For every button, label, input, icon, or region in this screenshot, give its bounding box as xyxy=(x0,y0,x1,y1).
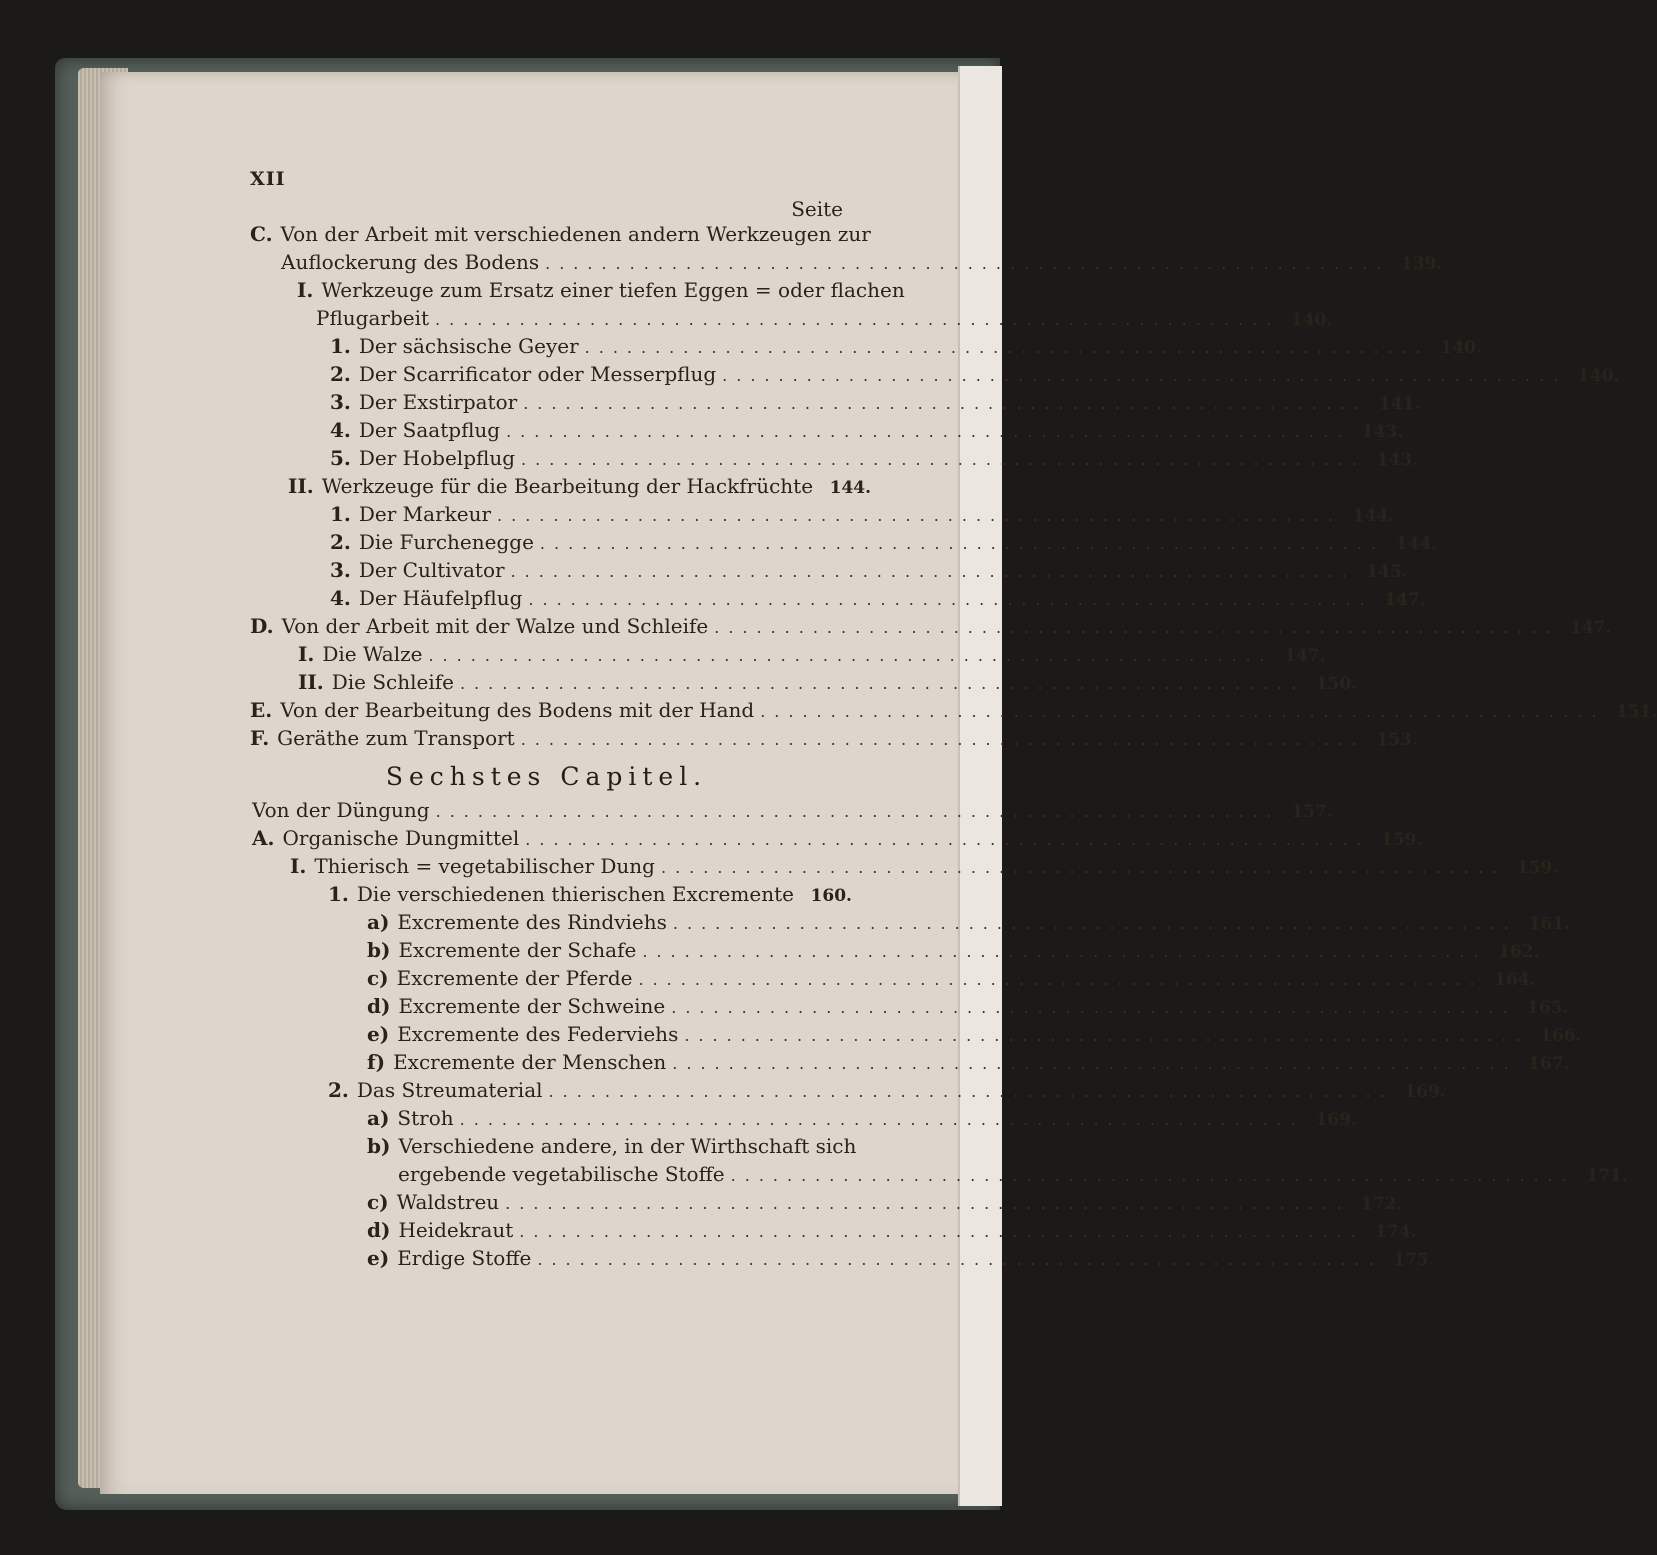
toc-page-number: 140. xyxy=(1577,366,1620,386)
toc-entry xyxy=(252,826,1423,854)
toc-entry-number: 1. xyxy=(330,502,351,526)
toc-page-number: 165. xyxy=(1527,998,1569,1018)
toc-page-number: 161. xyxy=(1528,914,1571,934)
toc-entry-title: Verschiedene andere, in der Wirthschaft sich xyxy=(398,1134,857,1158)
leader-dots: ............................................................ xyxy=(497,506,1343,525)
toc-entry xyxy=(330,362,1620,390)
leader-dots: ............................................................ xyxy=(510,562,1356,581)
toc-entry-title: Thierisch = vegetabilischer Dung xyxy=(314,854,655,878)
toc-entry-title: Excremente des Rindviehs xyxy=(397,910,667,934)
toc-entry xyxy=(297,278,905,306)
toc-entry-title: Von der Bearbeitung des Bodens mit der Hand xyxy=(280,698,755,722)
toc-page-number: 144. xyxy=(1395,534,1438,554)
toc-entry-number: E. xyxy=(250,698,273,722)
toc-page-number: 145. xyxy=(1366,562,1408,582)
toc-page-number: 166. xyxy=(1540,1026,1582,1046)
leader-dots: ............................................................ xyxy=(642,942,1488,961)
toc-entry-number: 5. xyxy=(330,446,351,470)
leader-dots: ............................................................ xyxy=(714,618,1560,637)
toc-entry-title: Excremente der Pferde xyxy=(396,966,633,990)
leader-dots: ............................................................ xyxy=(584,338,1430,357)
toc-entry xyxy=(330,390,1421,418)
leader-dots: ............................................................ xyxy=(638,970,1484,989)
toc-page-number: 160. xyxy=(810,886,852,906)
toc-page-number: 151. xyxy=(1615,702,1657,722)
leader-dots: ............................................................ xyxy=(435,802,1281,821)
toc-entry xyxy=(330,418,1404,446)
toc-entry-number: f) xyxy=(367,1050,386,1074)
toc-entry-number: A. xyxy=(252,826,275,850)
leader-dots: ............................................................ xyxy=(660,858,1507,877)
toc-entry-title: Heidekraut xyxy=(398,1218,514,1242)
toc-entry xyxy=(316,306,1333,334)
toc-entry-number: F. xyxy=(250,726,270,750)
toc-entry-number: 2. xyxy=(330,362,351,386)
running-head: XII xyxy=(250,168,286,190)
leader-dots: ............................................................ xyxy=(545,254,1391,273)
toc-entry-title: Stroh xyxy=(397,1106,454,1130)
toc-entry xyxy=(288,474,872,502)
toc-entry xyxy=(367,910,1571,938)
leader-dots: ............................................................ xyxy=(672,914,1519,933)
toc-entry xyxy=(367,1022,1582,1050)
toc-page-number: 147. xyxy=(1384,590,1426,610)
toc-entry-title: Geräthe zum Transport xyxy=(277,726,515,750)
toc-page-number: 159. xyxy=(1381,830,1423,850)
toc-entry xyxy=(367,1190,1403,1218)
leader-dots: ............................................................ xyxy=(519,1222,1365,1241)
toc-entry xyxy=(290,854,1559,882)
toc-entry xyxy=(252,798,1333,826)
leader-dots: ............................................................ xyxy=(506,422,1352,441)
leader-dots: ............................................................ xyxy=(730,1166,1576,1185)
toc-entry-title: Die verschiedenen thierischen Excremente xyxy=(356,882,794,906)
toc-entry-number: 1. xyxy=(330,334,351,358)
toc-page-number: 147. xyxy=(1569,618,1612,638)
toc-entry-title: Excremente der Menschen xyxy=(393,1050,667,1074)
toc-entry-number: II. xyxy=(288,474,314,498)
toc-entry-title: Die Furchenegge xyxy=(358,530,534,554)
toc-entry-title: Von der Düngung xyxy=(252,798,430,822)
toc-entry-title: Organische Dungmittel xyxy=(282,826,520,850)
toc-entry xyxy=(367,994,1569,1022)
toc-entry xyxy=(367,1134,857,1162)
toc-entry-number: I. xyxy=(290,854,307,878)
toc-entry-number: 2. xyxy=(328,1078,349,1102)
toc-entry xyxy=(330,502,1395,530)
toc-entry-number: 1. xyxy=(328,882,349,906)
leader-dots: ............................................................ xyxy=(537,1250,1383,1269)
facing-page-edge xyxy=(958,66,1002,1506)
toc-entry-title: Der Saatpflug xyxy=(358,418,501,442)
toc-entry xyxy=(298,670,1358,698)
toc-entry-title: Werkzeuge zum Ersatz einer tiefen Eggen = oder flachen xyxy=(321,278,905,302)
toc-entry-number: II. xyxy=(298,670,324,694)
leader-dots: ............................................................ xyxy=(459,1110,1305,1129)
toc-entry xyxy=(367,1218,1417,1246)
toc-page-number: 139. xyxy=(1400,254,1443,274)
leader-dots: ............................................................ xyxy=(548,1082,1394,1101)
toc-entry xyxy=(367,938,1540,966)
toc-page-number: 150. xyxy=(1315,674,1358,694)
toc-entry-number: 3. xyxy=(330,390,351,414)
leader-dots: ............................................................ xyxy=(760,702,1606,721)
toc-entry-title: Von der Arbeit mit der Walze und Schleife xyxy=(281,614,709,638)
toc-page-number: 143. xyxy=(1376,450,1419,470)
toc-page-number: 174. xyxy=(1375,1222,1417,1242)
toc-page-number: 171. xyxy=(1586,1166,1628,1186)
toc-entry xyxy=(330,586,1426,614)
toc-entry-title: Das Streumaterial xyxy=(356,1078,543,1102)
toc-entry xyxy=(281,250,1443,278)
toc-page-number: 169. xyxy=(1404,1082,1446,1102)
toc-page-number: 147. xyxy=(1284,646,1326,666)
toc-entry-title: Pflugarbeit xyxy=(316,306,430,330)
toc-entry-number: b) xyxy=(367,938,391,962)
toc-entry-title: Der Hobelpflug xyxy=(358,446,516,470)
toc-page-number: 144. xyxy=(1352,506,1395,526)
toc-entry-number: d) xyxy=(367,994,391,1018)
toc-entry-title: Der Exstirpator xyxy=(358,390,518,414)
toc-entry-number: e) xyxy=(367,1246,390,1270)
toc-entry-number: I. xyxy=(298,642,315,666)
leader-dots: ............................................................ xyxy=(672,1054,1518,1073)
toc-entry-number: a) xyxy=(367,1106,390,1130)
toc-entry-number: a) xyxy=(367,910,390,934)
toc-page-number: 159. xyxy=(1516,858,1559,878)
toc-entry-title: Die Walze xyxy=(322,642,423,666)
toc-page-number: 140. xyxy=(1440,338,1482,358)
chapter-heading: Sechstes Capitel. xyxy=(385,762,708,791)
leader-dots: ............................................................ xyxy=(539,534,1386,553)
toc-entry xyxy=(250,222,871,250)
leader-dots: ............................................................ xyxy=(459,674,1306,693)
toc-page-number: 157. xyxy=(1291,802,1333,822)
leader-dots: ............................................................ xyxy=(520,730,1366,749)
toc-entry-title: Excremente der Schafe xyxy=(398,938,637,962)
leader-dots: ............................................................ xyxy=(523,394,1369,413)
toc-page-number: 153. xyxy=(1376,730,1418,750)
toc-entry-number: c) xyxy=(367,1190,389,1214)
toc-page-number: 143. xyxy=(1361,422,1404,442)
leader-dots: ............................................................ xyxy=(671,998,1517,1017)
toc-entry xyxy=(367,966,1536,994)
toc-entry-title: Werkzeuge für die Bearbeitung der Hackfrüchte xyxy=(321,474,814,498)
toc-entry-title: Der sächsische Geyer xyxy=(358,334,579,358)
leader-dots: ............................................................ xyxy=(528,590,1374,609)
toc-entry-title: Waldstreu xyxy=(396,1190,500,1214)
toc-entry-title: Excremente des Federviehs xyxy=(397,1022,679,1046)
toc-page-number: 164. xyxy=(1494,970,1536,990)
leader-dots: ............................................................ xyxy=(435,310,1281,329)
toc-entry-number: b) xyxy=(367,1134,391,1158)
toc-entry-title: Der Häufelpflug xyxy=(358,586,523,610)
toc-entry-number: e) xyxy=(367,1022,390,1046)
toc-page-number: 162. xyxy=(1498,942,1540,962)
toc-entry-title: Erdige Stoffe xyxy=(397,1246,532,1270)
toc-entry-number: D. xyxy=(250,614,274,638)
toc-entry-title: Der Markeur xyxy=(358,502,492,526)
toc-entry xyxy=(367,1050,1570,1078)
toc-page-number: 175. xyxy=(1393,1250,1435,1270)
toc-page-number: 144. xyxy=(829,478,872,498)
toc-entry xyxy=(330,446,1419,474)
toc-entry xyxy=(330,558,1408,586)
toc-page-number: 167. xyxy=(1528,1054,1570,1074)
toc-entry-number: 2. xyxy=(330,530,351,554)
toc-entry-number: c) xyxy=(367,966,389,990)
toc-entry xyxy=(330,530,1438,558)
toc-entry-title: Von der Arbeit mit verschiedenen andern Werkzeugen zur xyxy=(280,222,871,246)
toc-page-number: 169. xyxy=(1315,1110,1357,1130)
toc-entry xyxy=(250,698,1657,726)
toc-entry-number: C. xyxy=(250,222,273,246)
toc-entry xyxy=(328,882,852,910)
leader-dots: ............................................................ xyxy=(521,450,1367,469)
leader-dots: ............................................................ xyxy=(428,646,1274,665)
leader-dots: ............................................................ xyxy=(525,830,1371,849)
toc-entry xyxy=(398,1162,1628,1190)
toc-page-number: 172. xyxy=(1360,1194,1403,1214)
toc-entry xyxy=(367,1246,1435,1274)
toc-entry-title: Auflockerung des Bodens xyxy=(281,250,540,274)
toc-page-number: 141. xyxy=(1378,394,1421,414)
toc-entry-number: d) xyxy=(367,1218,391,1242)
seite-label: Seite xyxy=(791,197,843,221)
toc-entry xyxy=(330,334,1482,362)
toc-entry-number: 3. xyxy=(330,558,351,582)
leader-dots: ............................................................ xyxy=(684,1026,1530,1045)
leader-dots: ............................................................ xyxy=(722,366,1568,385)
toc-entry xyxy=(250,614,1612,642)
toc-entry xyxy=(328,1078,1446,1106)
toc-entry-title: Die Schleife xyxy=(331,670,454,694)
toc-entry-number: 4. xyxy=(330,586,351,610)
toc-page-number: 140. xyxy=(1290,310,1333,330)
toc-entry xyxy=(298,642,1326,670)
toc-entry xyxy=(367,1106,1357,1134)
toc-entry-number: 4. xyxy=(330,418,351,442)
toc-entry-title: Der Cultivator xyxy=(358,558,505,582)
toc-entry-title: ergebende vegetabilische Stoffe xyxy=(398,1162,725,1186)
toc-entry xyxy=(250,726,1418,754)
toc-entry-title: Der Scarrificator oder Messerpflug xyxy=(358,362,717,386)
toc-entry-number: I. xyxy=(297,278,314,302)
toc-entry-title: Excremente der Schweine xyxy=(398,994,666,1018)
leader-dots: ............................................................ xyxy=(505,1194,1351,1213)
